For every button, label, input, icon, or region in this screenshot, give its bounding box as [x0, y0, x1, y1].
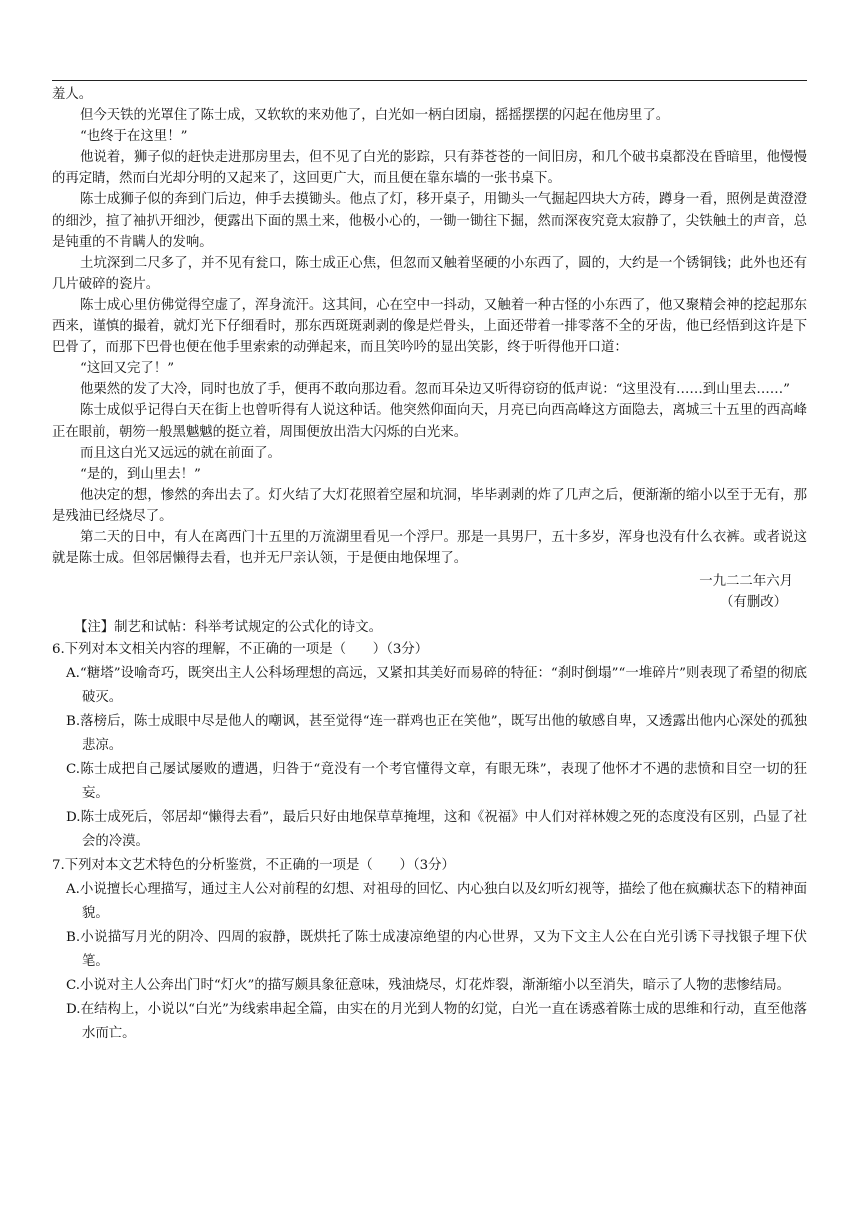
option-b: B.小说描写月光的阴冷、四周的寂静，既烘托了陈士成凄凉绝望的内心世界，又为下文主人公在白光引诱下寻找银子埋下伏笔。 [66, 930, 807, 970]
story-paragraph: 陈士成心里仿佛觉得空虚了，浑身流汗。这其间，心在空中一抖动，又触着一种古怪的小东西了，他又聚精会神的挖起那东西来，谨慎的撮着，就灯光下仔细看时，那东西斑斑剥剥的像是烂骨头，上面还带着一排零落不全的牙齿，他已经悟到这许是下巴骨了，而那下巴骨也便在他手里索索的动弹起来，而且笑吟吟的显出笑影，终于听得他开口道： [52, 297, 807, 356]
footnote: 【注】制艺和试帖：科举考试规定的公式化的诗文。 [74, 620, 382, 636]
option-a: A.“糖塔”设喻奇巧，既突出主人公科场理想的高远，又紧扣其美好而易碎的特征：“刹时倒塌”“一堆碎片”则表现了希望的彻底破灭。 [66, 666, 807, 706]
option-c: C.陈士成把自己屡试屡败的遭遇，归咎于“竟没有一个考官懂得文章，有眼无珠”，表现了他怀才不遇的悲愤和目空一切的狂妄。 [66, 762, 807, 802]
story-paragraph: 他决定的想，惨然的奔出去了。灯火结了大灯花照着空屋和坑洞，毕毕剥剥的炸了几声之后，便渐渐的缩小以至于无有，那是残油已经烧尽了。 [52, 487, 807, 524]
header-rule [52, 80, 807, 81]
story-paragraph: “是的，到山里去！” [80, 466, 201, 482]
question-6 [52, 638, 807, 854]
story-paragraph: “这回又完了！” [80, 361, 175, 377]
story-date: 一九二二年六月 [699, 574, 793, 590]
story-paragraph: 陈士成似乎记得白天在街上也曾听得有人说这种话。他突然仰面向天，月亮已向西高峰这方面隐去，离城三十五里的西高峰正在眼前，朝笏一般黑魆魆的挺立着，周围便放出浩大闪烁的白光来。 [52, 403, 807, 440]
option-a: A.小说擅长心理描写，通过主人公对前程的幻想、对祖母的回忆、内心独白以及幻听幻视等，描绘了他在疯癫状态下的精神面貌。 [66, 882, 807, 922]
question-stem: 6.下列对本文相关内容的理解，不正确的一项是（ ）（3分） [52, 642, 429, 658]
story-paragraph: 但今天铁的光罩住了陈士成，又软软的来劝他了，白光如一柄白团扇，摇摇摆摆的闪起在他房里了。 [80, 108, 670, 124]
option-d: D.陈士成死后，邻居却“懒得去看”，最后只好由地保草草掩埋，这和《祝福》中人们对祥林嫂之死的态度没有区别，凸显了社会的冷漠。 [66, 810, 807, 850]
story-paragraph: 土坑深到二尺多了，并不见有瓮口，陈士成正心焦，但忽而又触着坚硬的小东西了，圆的，大约是一个锈铜钱；此外也还有几片破碎的瓷片。 [52, 255, 807, 292]
option-b: B.落榜后，陈士成眼中尽是他人的嘲讽，甚至觉得“连一群鸡也正在笑他”，既写出他的敏感自卑，又透露出他内心深处的孤独悲凉。 [66, 714, 807, 754]
story-paragraph: 他说着，狮子似的赶快走进那房里去，但不见了白光的影踪，只有莽苍苍的一间旧房，和几个破书桌都没在昏暗里，他慢慢的再定睛，然而白光却分明的又起来了，这回更广大，而且便在靠东墙的一张书桌下。 [52, 150, 807, 187]
option-d: D.在结构上，小说以“白光”为线索串起全篇，由实在的月光到人物的幻觉，白光一直在诱惑着陈士成的思维和行动，直至他落水而亡。 [66, 1002, 807, 1042]
story-paragraph: 他栗然的发了大冷，同时也放了手，便再不敢向那边看。忽而耳朵边又听得窃窃的低声说：“这里没有……到山里去……” [80, 382, 791, 398]
question-stem: 7.下列对本文艺术特色的分析鉴赏，不正确的一项是（ ）（3分） [52, 858, 455, 874]
story-paragraph: 而且这白光又远远的就在前面了。 [80, 445, 281, 461]
adapted-note: （有删改） [720, 595, 787, 611]
page-content [52, 84, 807, 1046]
story-paragraph: 羞人。 [52, 87, 93, 102]
option-c: C.小说对主人公奔出门时“灯火”的描写颇具象征意味，残油烧尽，灯花炸裂，渐渐缩小以至消失，暗示了人物的悲惨结局。 [66, 978, 791, 994]
story-paragraph: 第二天的日中，有人在离西门十五里的万流湖里看见一个浮尸。那是一具男尸，五十多岁，浑身也没有什么衣裤。或者说这就是陈士成。但邻居懒得去看，也并无尸亲认领，于是便由地保埋了。 [52, 529, 807, 567]
story-text [52, 84, 807, 569]
story-paragraph: 陈士成狮子似的奔到门后边，伸手去摸锄头。他点了灯，移开桌子，用锄头一气掘起四块大方砖，蹲身一看，照例是黄澄澄的细沙，揎了袖扒开细沙，便露出下面的黑土来，他极小心的，一锄一锄往下掘，然而深夜究竟太寂静了，尖铁触土的声音，总是钝重的不肯瞒人的发响。 [52, 192, 807, 250]
story-paragraph: “也终于在这里！” [80, 129, 188, 145]
question-7 [52, 854, 807, 1046]
